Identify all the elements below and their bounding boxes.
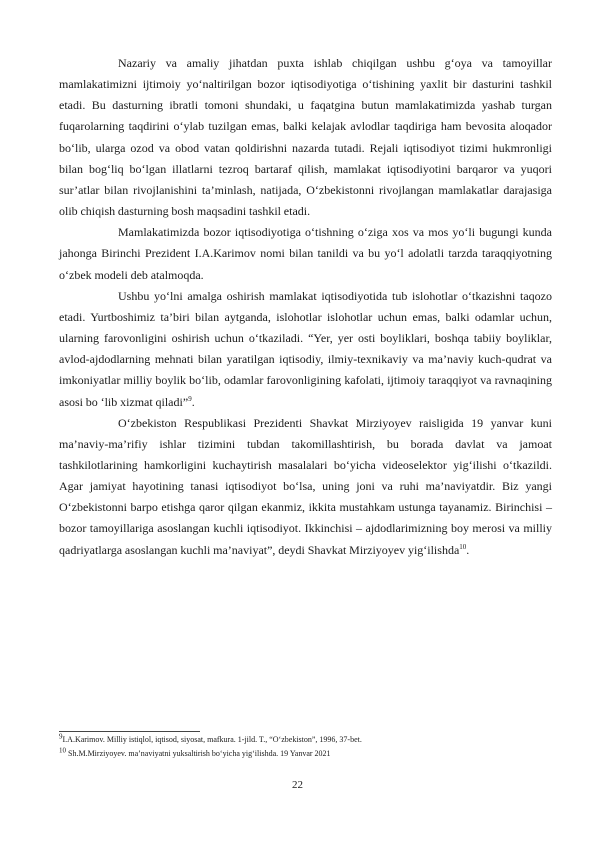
- paragraph-4-text: O‘zbekiston Respublikasi Prezidenti Shavkat Mirziyoyev raisligida 19 yanvar kuni ma’naviy-ma’rifiy ishlar tizimini tubdan takomillashtirish, bu borada davlat va jamoat tashkilotlarining hamkorligini kuchaytirish masalalari bo‘yicha videoselektor yig‘ilishi o‘tkazildi. Agar jamiyat hayotining tanasi iqtisodiyot bo‘lsa, uning joni va ruhi ma’naviyatdir. Biz yangi O‘zbekistonni barpo etishga qaror qilgan ekanmiz, ikkita mustahkam ustunga tayanamiz. Birinchisi – bozor tamoyillariga asoslangan kuchli iqtisodiyot. Ikkinchisi – ajdodlarimizning boy merosi va milliy qadriyatlarga asoslangan kuchli ma’naviyat”, deydi Shavkat Mirziyoyev yig‘ilishda: [59, 415, 552, 557]
- paragraph-3-text: Ushbu yo‘lni amalga oshirish mamlakat iqtisodiyotida tub islohotlar o‘tkazishni taqozo etadi. Yurtboshimiz ta’biri bilan aytganda, islohotlar islohotlar uchun emas, balki odamlar uchun, ularning farovonligini oshirish uchun o‘tkaziladi. “Yer, yer osti boyliklari, boshqa tabiiy boyliklar, avlod-ajdodlarning mehnati bilan yaratilgan iqtisodiy, ilmiy-texnikaviy va ma’naviy kuch-qudrat va imkoniyatlar milliy boylik bo‘lib, odamlar farovonligining kafolati, ijtimoiy taraqqiyot va ravnaqining asosi bo ‘lib xizmat qiladi”: [59, 288, 552, 409]
- paragraph-4-tail: .: [466, 542, 470, 557]
- footnote-divider: [59, 731, 200, 732]
- paragraph-3: [59, 286, 552, 413]
- footnote-9: [59, 732, 559, 745]
- body-text: [59, 53, 552, 561]
- page-number: 22: [292, 779, 303, 791]
- paragraph-1: Nazariy va amaliy jihatdan puxta ishlab chiqilgan ushbu g‘oya va tamoyillar mamlakatimizni ijtimoiy yo‘naltirilgan bozor iqtisodiyotiga o‘tishining yaxlit bir dasturini tashkil etadi. Bu dasturning ibratli tomoni shundaki, u faqatgina butun mamlakatimizda yashab turgan fuqarolarning taqdirini o‘ylab tuzilgan emas, balki kelajak avlodlar taqdiriga ham bevosita aloqador bo‘lib, ularga ozod va obod vatan qoldirishni nazarda tutadi. Rejali iqtisodiyot tizimi hukmronligi bilan bog‘liq bo‘lgan illatlarni tezroq bartaraf qilish, mamlakat iqtisodiyotini barqaror va yuqori sur’atlar bilan rivojlanishini ta’minlash, natijada, O‘zbekistonni rivojlangan mamlakatlar darajasiga olib chiqish dasturning bosh maqsadini tashkil etadi.: [59, 56, 552, 219]
- footnote-9-number: 9: [59, 732, 63, 741]
- paragraph-2: Mamlakatimizda bozor iqtisodiyotiga o‘tishning o‘ziga xos va mos yo‘li bugungi kunda jahonga Birinchi Prezident I.A.Karimov nomi bilan tanildi va bu yo‘l adolatli tarzda taraqqiyotning o‘zbek modeli deb atalmoqda.: [59, 225, 552, 282]
- footnote-10: [59, 746, 559, 759]
- paragraph-4: [59, 413, 552, 561]
- footnote-ref-10[interactable]: 10: [459, 542, 467, 551]
- footnote-10-number: 10: [59, 746, 66, 755]
- footnote-10-text: Sh.M.Mirziyoyev. ma’naviyatni yuksaltirish bo‘yicha yig‘ilishda. 19 Yanvar 2021: [68, 749, 331, 758]
- paragraph-3-tail: .: [191, 394, 195, 409]
- footnote-9-text: I.A.Karimov. Milliy istiqlol, iqtisod, siyosat, mafkura. 1-jild. T., “O‘zbekiston”, 1996, 37-bet.: [62, 735, 362, 744]
- footnote-ref-9[interactable]: 9: [188, 394, 192, 403]
